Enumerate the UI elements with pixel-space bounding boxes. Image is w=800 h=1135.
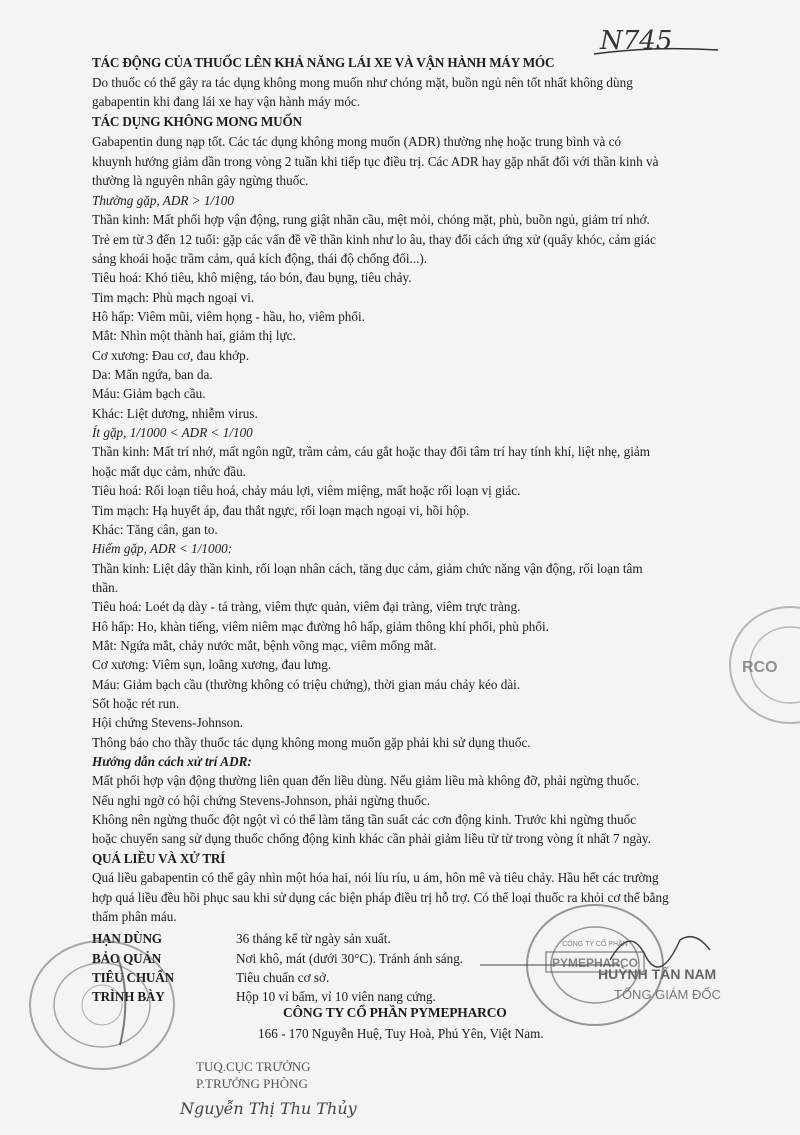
svg-text:RCO: RCO [742, 659, 778, 676]
common-line: sảng khoái hoặc trầm cảm, quá kích động, thái độ chống đối...). [92, 251, 428, 266]
rare-line: thần. [92, 580, 119, 595]
uncommon-line: Tim mạch: Hạ huyết áp, đau thắt ngực, rối loạn mạch ngoại vi, hồi hộp. [92, 503, 470, 518]
rare-line: Hô hấp: Ho, khàn tiếng, viêm niêm mạc đường hô hấp, giảm thông khí phổi, phù phổi. [92, 619, 549, 634]
approval-signature: Nguyễn Thị Thu Thủy [180, 1099, 357, 1118]
driving-line: gabapentin khi đang lái xe hay vận hành máy móc. [92, 94, 361, 109]
svg-text:PYMEPHARCO: PYMEPHARCO [551, 956, 639, 970]
common-line: Máu: Giảm bạch cầu. [92, 386, 206, 401]
signer-title: TỔNG GIÁM ĐỐC [614, 987, 721, 1002]
spec-label: TIÊU CHUẨN [92, 970, 174, 985]
svg-text:CÔNG TY CỔ PHẦN: CÔNG TY CỔ PHẦN [562, 941, 628, 948]
spec-value: Hộp 10 vỉ bấm, vỉ 10 viên nang cứng. [236, 989, 436, 1004]
uncommon-line: Thần kinh: Mất trí nhớ, mất ngôn ngữ, trầm cảm, cáu gắt hoặc thay đổi tâm trí hay tính khí, liệt nhẹ, giảm [92, 444, 650, 459]
common-line: Da: Mẩn ngứa, ban da. [92, 367, 213, 382]
common-line: Tim mạch: Phù mạch ngoại vi. [92, 290, 255, 305]
rare-line: Cơ xương: Viêm sụn, loãng xương, đau lưng. [92, 657, 332, 672]
approval-line2: P.TRƯỞNG PHÒNG [196, 1076, 308, 1091]
overdose-line: Quá liều gabapentin có thể gây nhìn một hóa hai, nói líu ríu, u ám, hôn mê và tiêu chảy. Hầu hết các trường [92, 870, 659, 885]
overdose-line: hợp quá liều đều hồi phục sau khi sử dụng các biện pháp điều trị hỗ trợ. Có thể loại thuốc ra khỏi cơ thể bằng [92, 890, 669, 905]
driving-heading: TÁC ĐỘNG CỦA THUỐC LÊN KHẢ NĂNG LÁI XE VÀ VẬN HÀNH MÁY MÓC [92, 55, 555, 70]
spec-value: Tiêu chuẩn cơ sở. [236, 970, 330, 985]
spec-value: Nơi khô, mát (dưới 30°C). Tránh ánh sáng. [236, 951, 464, 966]
rare-line: Tiêu hoá: Loét dạ dày - tá tràng, viêm thực quản, viêm đại tràng, viêm trực tràng. [92, 599, 521, 614]
rare-line: Hội chứng Stevens-Johnson. [92, 715, 244, 730]
signer-name: HUỲNH TẤN NAM [598, 966, 717, 982]
adr-heading: TÁC DỤNG KHÔNG MONG MUỐN [92, 114, 302, 129]
edge-stamp [720, 600, 800, 730]
spec-label: BẢO QUẢN [92, 951, 162, 966]
common-line: Thần kinh: Mất phối hợp vận động, rung giật nhãn cầu, mệt mỏi, chóng mặt, phù, buồn ngủ, giảm trí nhớ. [92, 212, 650, 227]
uncommon-line: Tiêu hoá: Rối loạn tiêu hoá, chảy máu lợi, viêm miệng, mất hoặc rối loạn vị giác. [92, 483, 521, 498]
common-line: Hô hấp: Viêm mũi, viêm họng - hầu, ho, viêm phổi. [92, 309, 365, 324]
management-heading: Hướng dẫn cách xử trí ADR: [92, 754, 252, 769]
approval-line1: TUQ.CỤC TRƯỞNG [196, 1059, 311, 1074]
spec-label: TRÌNH BÀY [92, 989, 165, 1004]
uncommon-line: hoặc mất dục cảm, nhức đầu. [92, 464, 246, 479]
rare-title: Hiếm gặp, ADR < 1/1000: [92, 541, 233, 556]
handwritten-number: N745 [600, 26, 673, 56]
adr-intro-line: thường là nguyên nhân gây ngừng thuốc. [92, 173, 309, 188]
rare-line: Máu: Giảm bạch cầu (thường không có triệu chứng), thời gian máu chảy kéo dài. [92, 677, 521, 692]
spec-value: 36 tháng kể từ ngày sản xuất. [236, 931, 391, 946]
common-line: Mắt: Nhìn một thành hai, giảm thị lực. [92, 328, 296, 343]
rare-line: Mắt: Ngứa mắt, chảy nước mắt, bệnh võng mạc, viêm mống mắt. [92, 638, 437, 653]
common-line: Tiêu hoá: Khó tiêu, khô miệng, táo bón, đau bụng, tiêu chảy. [92, 270, 412, 285]
management-line: Nếu nghi ngờ có hội chứng Stevens-Johnson, phải ngừng thuốc. [92, 793, 431, 808]
common-line: Cơ xương: Đau cơ, đau khớp. [92, 348, 250, 363]
rare-line: Thần kinh: Liệt dây thần kinh, rối loạn nhân cách, tăng dục cảm, giảm chức năng vận động, rối loạn tâm [92, 561, 643, 576]
overdose-line: thẩm phân máu. [92, 909, 177, 924]
rare-line: Thông báo cho thầy thuốc tác dụng không mong muốn gặp phải khi sử dụng thuốc. [92, 735, 531, 750]
adr-intro-line: Gabapentin dung nạp tốt. Các tác dụng không mong muốn (ADR) thường nhẹ hoặc trung bình và có [92, 134, 622, 149]
driving-line: Do thuốc có thể gây ra tác dụng không mong muốn như chóng mặt, buồn ngủ nên tốt nhất không dùng [92, 75, 633, 90]
company-address: 166 - 170 Nguyễn Huệ, Tuy Hoà, Phú Yên, Việt Nam. [258, 1026, 544, 1041]
common-line: Trẻ em từ 3 đến 12 tuổi: gặp các vấn đề về thần kinh như lo âu, thay đổi cách ứng xử (quấy khóc, cảm giác [92, 232, 656, 247]
common-line: Khác: Liệt dương, nhiễm virus. [92, 406, 258, 421]
rare-line: Sốt hoặc rét run. [92, 696, 180, 711]
management-line: Mất phối hợp vận động thường liên quan đến liều dùng. Nếu giảm liều mà không đỡ, phải ngừng thuốc. [92, 773, 640, 788]
signature-line [480, 963, 620, 967]
management-line: hoặc chuyển sang sử dụng thuốc chống động kinh khác cần phải giảm liều từ từ trong vòng ít nhất 7 ngày. [92, 831, 651, 846]
uncommon-title: Ít gặp, 1/1000 < ADR < 1/100 [92, 425, 253, 440]
adr-intro-line: khuynh hướng giảm dần trong vòng 2 tuần khi tiếp tục điều trị. Các ADR hay gặp nhất đối với thần kinh và [92, 154, 659, 169]
spec-label: HẠN DÙNG [92, 931, 162, 946]
uncommon-line: Khác: Tăng cân, gan to. [92, 522, 218, 537]
overdose-heading: QUÁ LIỀU VÀ XỬ TRÍ [92, 851, 226, 866]
company-name: CÔNG TY CỔ PHẦN PYMEPHARCO [283, 1005, 507, 1020]
management-line: Không nên ngừng thuốc đột ngột vì có thể làm tăng tần suất các cơn động kinh. Trước khi ngừng thuốc [92, 812, 637, 827]
agency-stamp [22, 935, 182, 1075]
common-title: Thường gặp, ADR > 1/100 [92, 193, 234, 208]
